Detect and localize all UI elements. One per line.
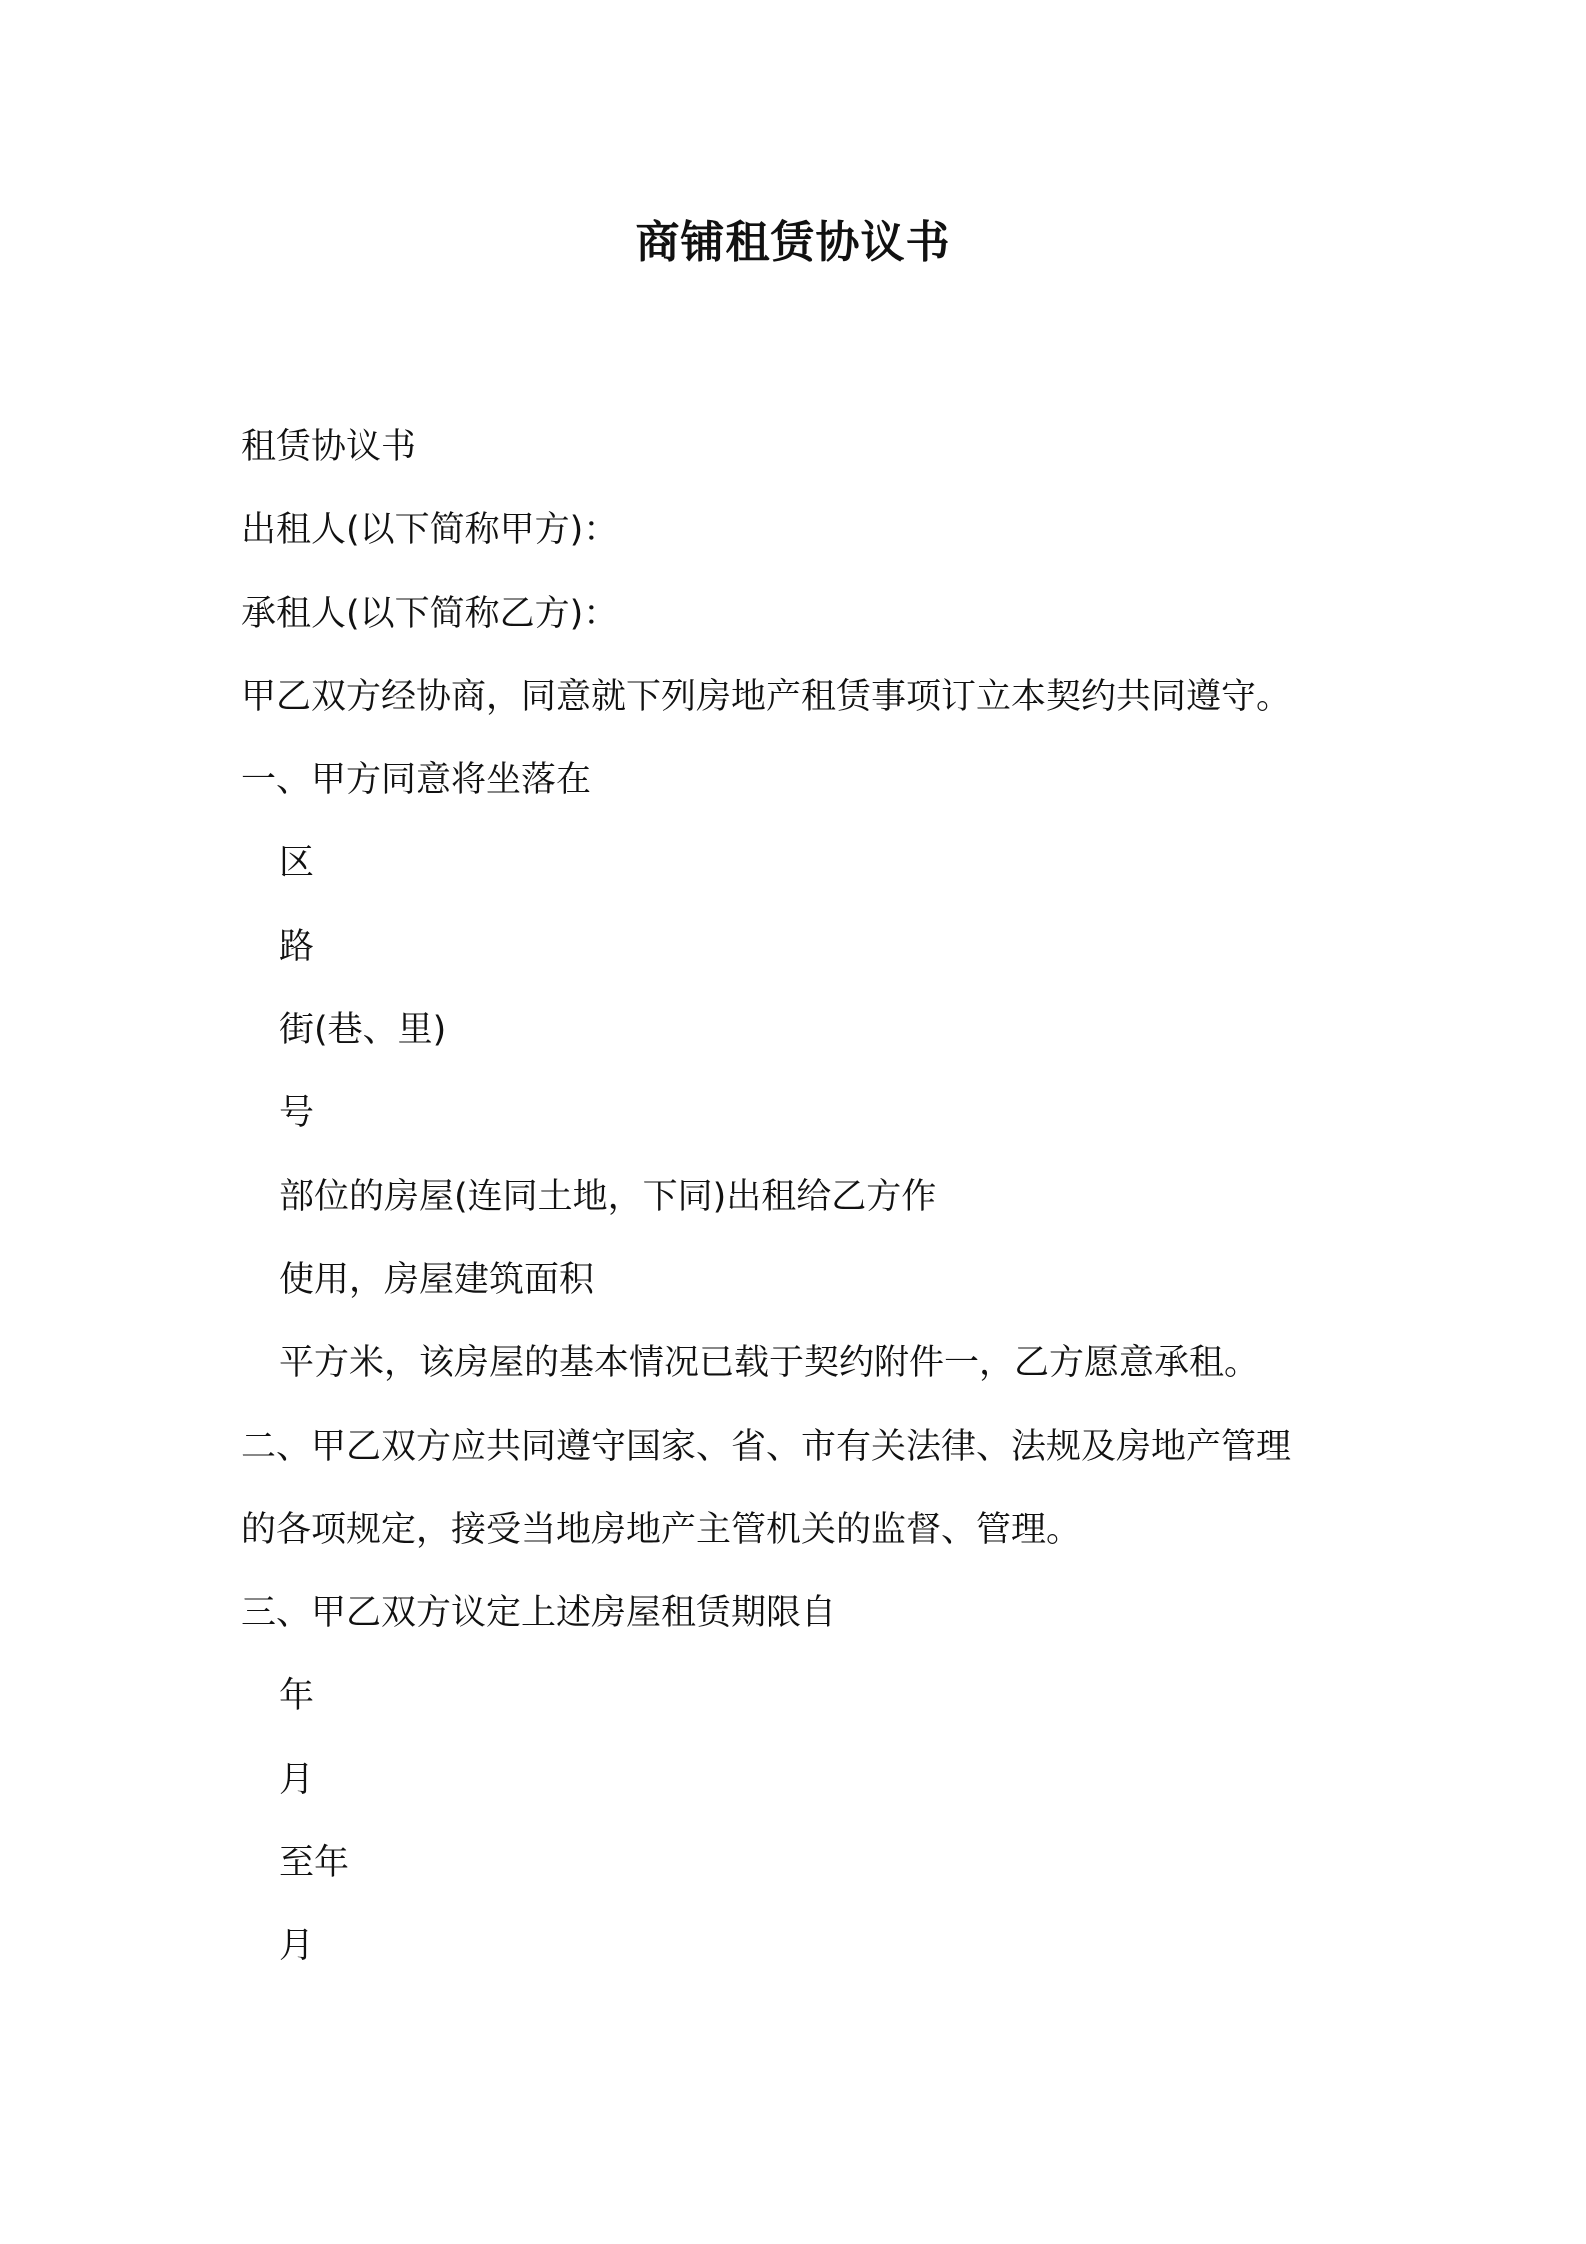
document-body (241, 406, 1371, 1989)
paragraph-line: 出租人(以下简称甲方)： (241, 510, 619, 551)
paragraph-line: 街(巷、里) (279, 1010, 447, 1051)
paragraph-line: 平方米，该房屋的基本情况已载于契约附件一，乙方愿意承租。 (279, 1343, 1260, 1384)
paragraph-line: 路 (279, 926, 315, 967)
paragraph-line: 承租人(以下简称乙方)： (241, 593, 619, 634)
paragraph-line: 区 (279, 843, 315, 884)
document-title: 商铺租赁协议书 (635, 217, 951, 268)
paragraph-line: 租赁协议书 (241, 427, 417, 467)
paragraph-line: 甲乙双方经协商，同意就下列房地产租赁事项订立本契约共同遵守。 (241, 676, 1292, 717)
paragraph-line: 二、甲乙双方应共同遵守国家、省、市有关法律、法规及房地产管理 (241, 1426, 1292, 1467)
paragraph-line: 一、甲方同意将坐落在 (241, 760, 592, 801)
paragraph-line: 部位的房屋(连同土地，下同)出租给乙方作 (279, 1176, 937, 1217)
paragraph-line: 至年 (279, 1843, 350, 1884)
paragraph-line: 月 (279, 1759, 315, 1800)
paragraph-line: 的各项规定，接受当地房地产主管机关的监督、管理。 (241, 1509, 1082, 1550)
paragraph-line: 月 (279, 1926, 315, 1967)
paragraph-line: 使用，房屋建筑面积 (279, 1259, 595, 1300)
paragraph-line: 年 (279, 1676, 315, 1717)
paragraph-line: 三、甲乙双方议定上述房屋租赁期限自 (241, 1593, 837, 1634)
paragraph-line: 号 (279, 1093, 315, 1134)
